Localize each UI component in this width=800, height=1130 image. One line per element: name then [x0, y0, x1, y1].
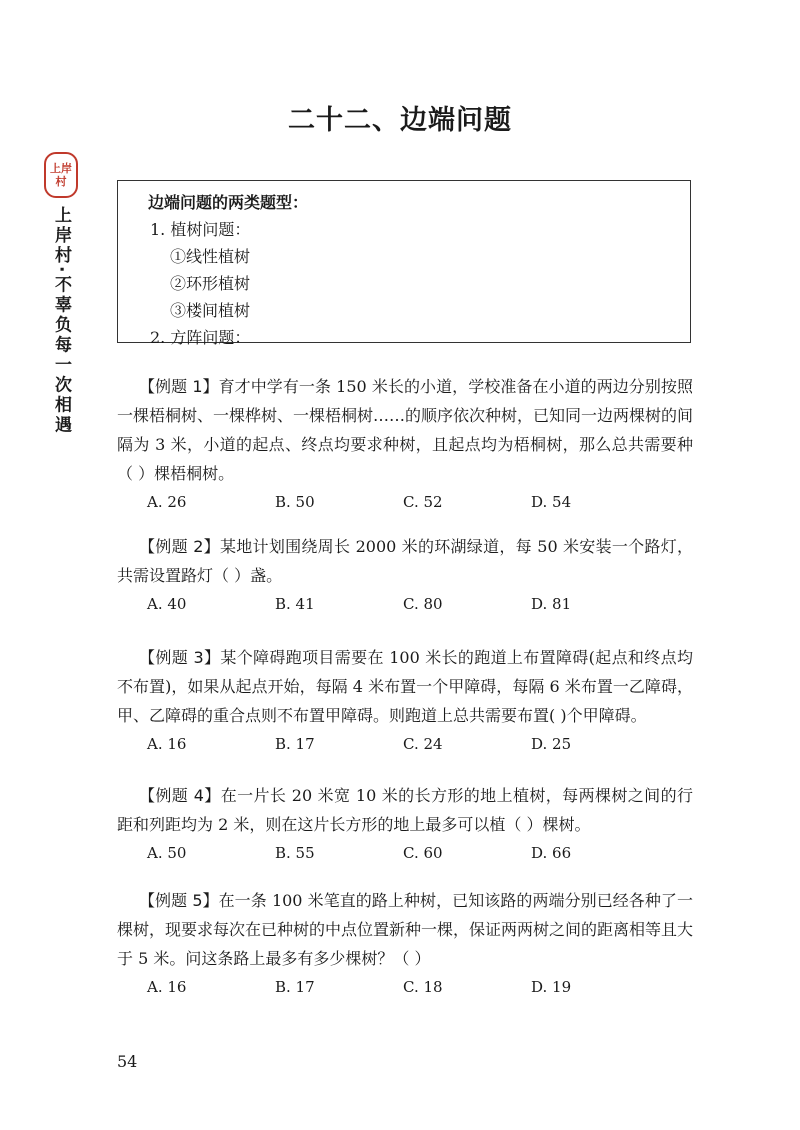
summary-sub-3: ③楼间植树 [170, 301, 251, 320]
options-row [117, 973, 693, 1002]
summary-item-2: 2. 方阵问题： [150, 328, 251, 347]
option-b[interactable]: B. 41 [275, 595, 315, 613]
seal-logo [44, 152, 78, 198]
option-a[interactable]: A. 16 [147, 978, 187, 996]
option-d[interactable]: D. 19 [531, 978, 572, 996]
summary-item-1: 1. 植树问题： [150, 220, 251, 239]
page-number: 54 [117, 1052, 138, 1071]
option-a[interactable]: A. 50 [147, 844, 187, 862]
question-tag: 【例题 4】 [139, 786, 221, 805]
option-a[interactable]: A. 26 [147, 493, 187, 511]
summary-box [117, 180, 691, 347]
example-question-3 [117, 643, 693, 759]
question-text: 某个障碍跑项目需要在 100 米长的跑道上布置障碍(起点和终点均不布置)，如果从起点开始，每隔 4 米布置一个甲障碍，每隔 6 米布置一乙障碍，甲、乙障碍的重合点则不布置甲障碍。则跑道上总共需要布置( )个甲障碍。 [117, 648, 693, 725]
option-b[interactable]: B. 50 [275, 493, 315, 511]
summary-sub-1: ①线性植树 [170, 247, 251, 266]
options-row [117, 730, 693, 759]
question-text: 在一片长 20 米宽 10 米的长方形的地上植树，每两棵树之间的行距和列距均为 2 米，则在这片长方形的地上最多可以植（ ）棵树。 [117, 786, 693, 834]
options-row [117, 839, 693, 868]
option-c[interactable]: C. 24 [403, 735, 443, 753]
question-text: 某地计划围绕周长 2000 米的环湖绿道，每 50 米安装一个路灯，共需设置路灯（ ）盏。 [117, 537, 693, 585]
question-tag: 【例题 1】 [139, 377, 219, 396]
question-text: 育才中学有一条 150 米长的小道，学校准备在小道的两边分别按照一棵梧桐树、一棵桦树、一棵梧桐树……的顺序依次种树，已知同一边两棵树的间隔为 3 米，小道的起点、终点均要求种树，且起点均为梧桐树，那么总共需要种（ ）棵梧桐树。 [117, 377, 694, 483]
side-slogan: 上岸村·不辜负每一次相遇 [51, 206, 71, 436]
option-a[interactable]: A. 40 [147, 595, 187, 613]
question-text: 在一条 100 米笔直的路上种树，已知该路的两端分别已经各种了一棵树，现要求每次在已种树的中点位置新种一棵，保证两两树之间的距离相等且大于 5 米。问这条路上最多有多少棵树？（ ） [117, 891, 694, 968]
option-c[interactable]: C. 80 [403, 595, 443, 613]
option-c[interactable]: C. 52 [403, 493, 443, 511]
page-title: 二十二、边端问题 [288, 105, 512, 136]
seal-line-1: 上岸 [50, 162, 72, 175]
example-question-4 [117, 781, 693, 868]
option-d[interactable]: D. 54 [531, 493, 572, 511]
option-d[interactable]: D. 81 [531, 595, 572, 613]
option-b[interactable]: B. 17 [275, 978, 315, 996]
example-question-2 [117, 532, 693, 619]
question-tag: 【例题 5】 [139, 891, 219, 910]
example-question-1 [117, 372, 693, 517]
example-question-5 [117, 886, 693, 1002]
options-row [117, 488, 693, 517]
option-d[interactable]: D. 66 [531, 844, 572, 862]
option-b[interactable]: B. 55 [275, 844, 315, 862]
option-c[interactable]: C. 18 [403, 978, 443, 996]
option-c[interactable]: C. 60 [403, 844, 443, 862]
summary-sub-2: ②环形植树 [170, 274, 251, 293]
seal-line-2: 村 [55, 175, 67, 188]
option-b[interactable]: B. 17 [275, 735, 315, 753]
options-row [117, 590, 693, 619]
question-tag: 【例题 3】 [139, 648, 221, 667]
summary-heading: 边端问题的两类题型： [148, 193, 309, 212]
question-tag: 【例题 2】 [139, 537, 220, 556]
option-a[interactable]: A. 16 [147, 735, 187, 753]
option-d[interactable]: D. 25 [531, 735, 572, 753]
